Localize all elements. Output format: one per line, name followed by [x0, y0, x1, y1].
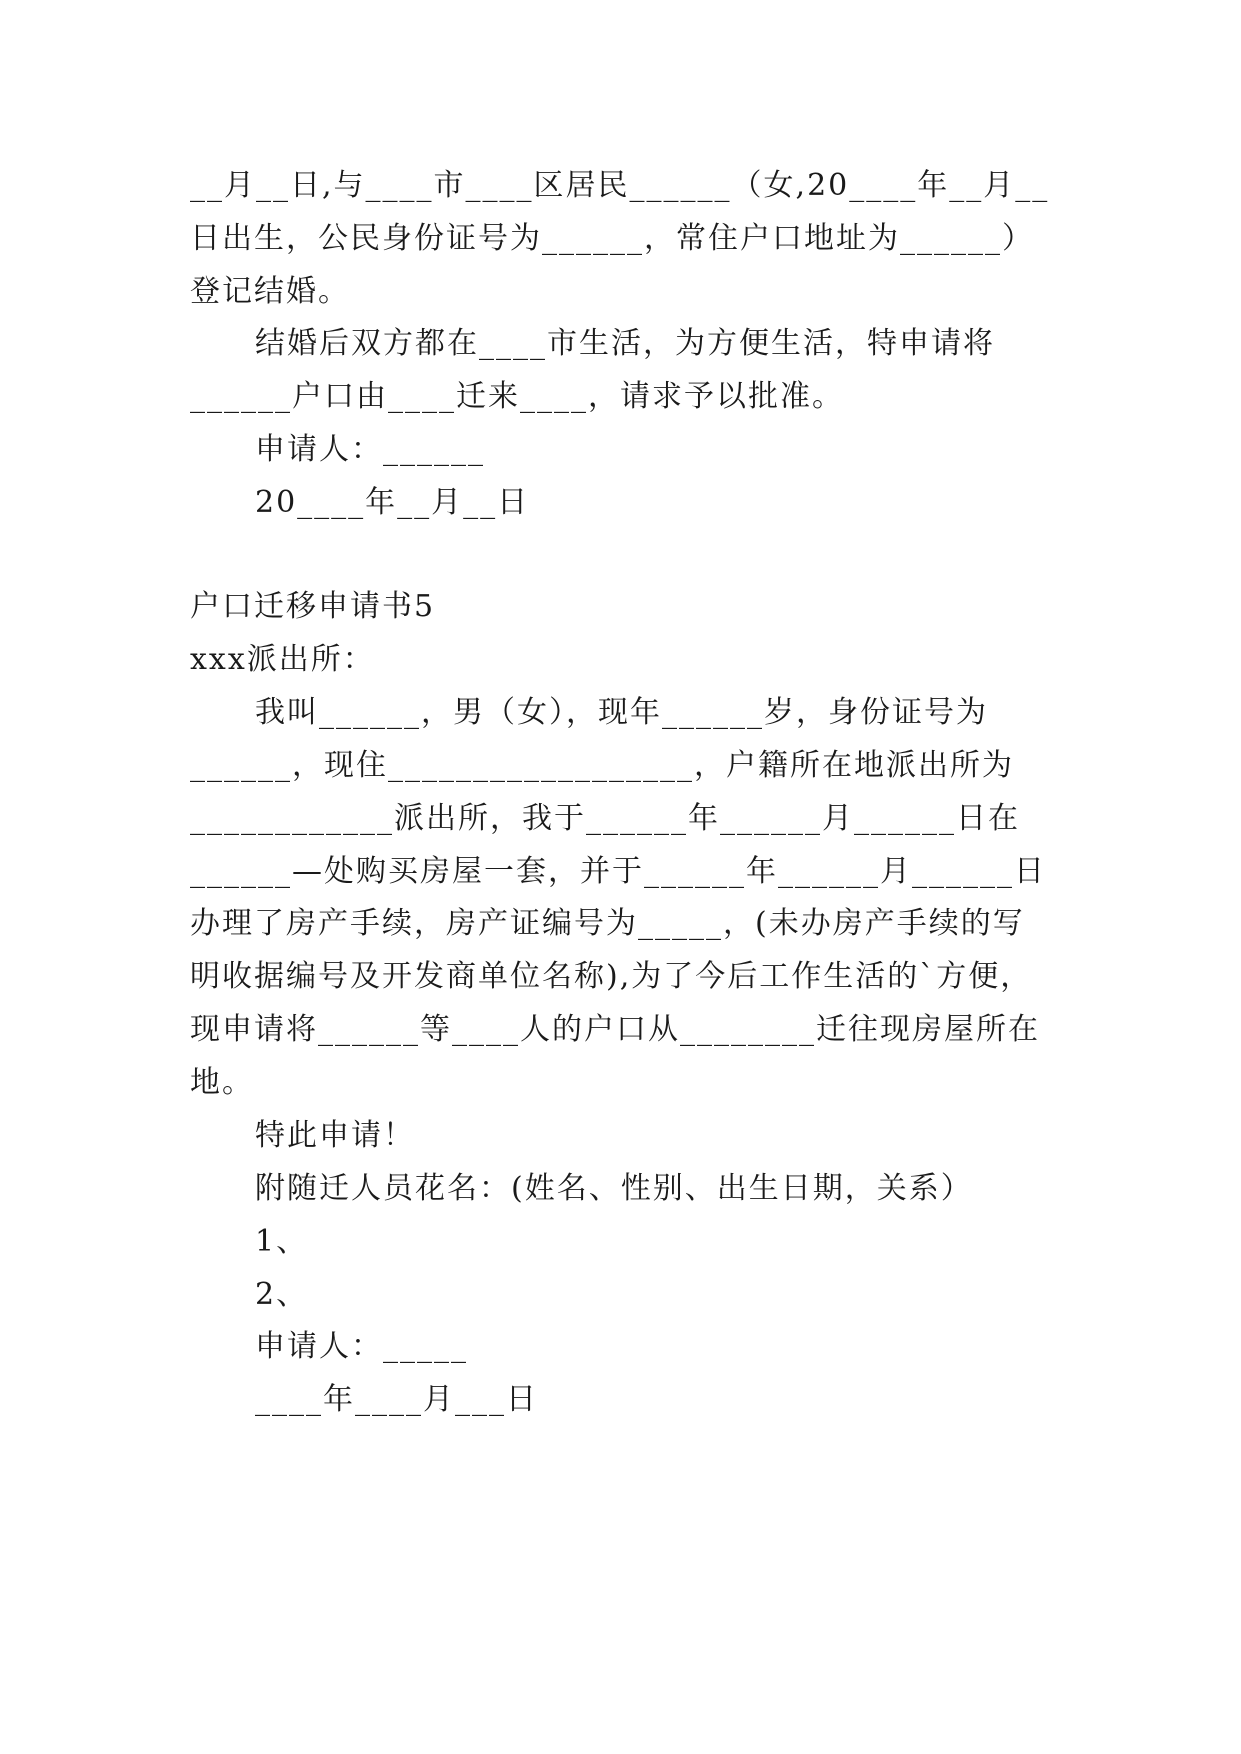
paragraph-line: 地。 — [190, 1065, 254, 1100]
applicant-line: 申请人：_____ — [255, 1329, 468, 1364]
paragraph-line: ______，现住__________________，户籍所在地派出所为 — [190, 748, 1014, 783]
paragraph-line: __月__日,与____市____区居民______（女,20____年__月__ — [190, 168, 1050, 203]
paragraph-line: 结婚后双方都在____市生活，为方便生活，特申请将 — [255, 326, 995, 361]
paragraph-line: ____________派出所，我于______年______月______日在 — [190, 801, 1020, 836]
addressee: xxx派出所： — [190, 642, 375, 677]
paragraph-line: 登记结婚。 — [190, 274, 350, 309]
date-line: 20____年__月__日 — [255, 485, 530, 520]
paragraph-line: 办理了房产手续，房产证编号为_____，(未办房产手续的写 — [190, 906, 1025, 941]
applicant-line: 申请人：______ — [255, 432, 485, 467]
document-title: 户口迁移申请书5 — [190, 589, 436, 624]
paragraph-line: ______—处购买房屋一套，并于______年______月______日 — [190, 854, 1046, 889]
date-line: ____年____月___日 — [255, 1382, 538, 1417]
paragraph-line: ______户口由____迁来____，请求予以批准。 — [190, 379, 844, 414]
closing-line: 特此申请！ — [255, 1118, 415, 1153]
paragraph-line: 现申请将______等____人的户口从________迁往现房屋所在 — [190, 1012, 1040, 1047]
paragraph-line: 日出生，公民身份证号为______，常住户口地址为______） — [190, 221, 1034, 256]
paragraph-line: 我叫______，男（女），现年______岁，身份证号为 — [255, 695, 988, 730]
paragraph-line: 明收据编号及开发商单位名称),为了今后工作生活的`方便， — [190, 959, 1033, 994]
attachment-heading: 附随迁人员花名：(姓名、性别、出生日期，关系） — [255, 1171, 973, 1206]
list-item: 2、 — [255, 1277, 309, 1312]
list-item: 1、 — [255, 1224, 309, 1259]
